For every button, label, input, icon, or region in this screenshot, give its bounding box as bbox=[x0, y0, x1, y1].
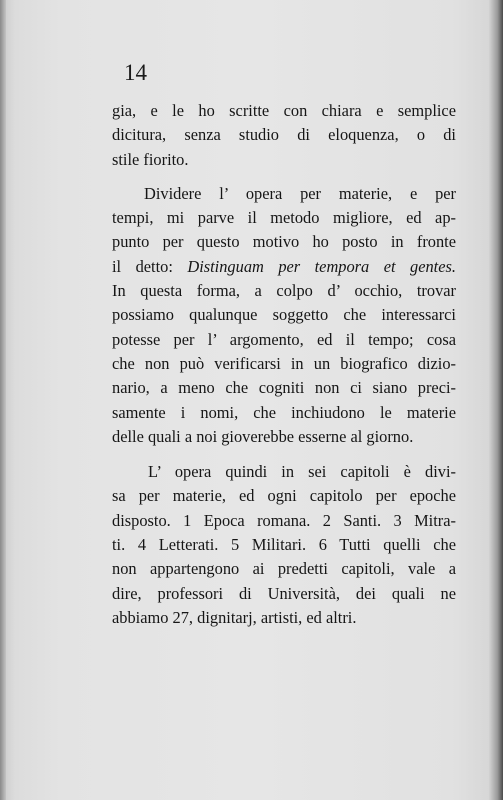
text-line: tempi, mi parve il metodo migliore, ed ap- bbox=[112, 208, 456, 228]
text-line: stile fiorito. bbox=[112, 149, 189, 169]
text-line: punto per questo motivo ho posto in fronte bbox=[112, 232, 456, 252]
text-line: dicitura, senza studio di eloquenza, o di bbox=[112, 125, 456, 145]
page-number: 14 bbox=[124, 60, 147, 85]
text-line: samente i nomi, che inchiudono le materie bbox=[112, 402, 456, 422]
text-line: dire, professori di Università, dei quali ne bbox=[112, 583, 456, 603]
text-line: In questa forma, a colpo d’ occhio, trovar bbox=[112, 281, 456, 301]
text-line: gia, e le ho scritte con chiara e semplice bbox=[112, 101, 456, 120]
text-line: possiamo qualunque soggetto che interessarci bbox=[112, 305, 456, 325]
text-line: ti. 4 Letterati. 5 Militari. 6 Tutti quelli che bbox=[112, 535, 456, 555]
paragraph-1 bbox=[112, 99, 456, 172]
text-line: L’ opera quindi in sei capitoli è divi- bbox=[148, 462, 456, 482]
text-line: potesse per l’ argomento, ed il tempo; cosa bbox=[112, 329, 456, 349]
motto-lead: il detto: bbox=[112, 256, 188, 276]
text-line: nario, a meno che cogniti non ci siano preci- bbox=[112, 378, 456, 398]
page-right-edge bbox=[489, 0, 503, 800]
text-line: sa per materie, ed ogni capitolo per epoche bbox=[112, 486, 456, 506]
text-line: non appartengono ai predetti capitoli, vale a bbox=[112, 559, 456, 579]
body-text bbox=[112, 99, 456, 630]
text-line: disposto. 1 Epoca romana. 2 Santi. 3 Mitra- bbox=[112, 510, 456, 530]
text-line: abbiamo 27, dignitarj, artisti, ed altri. bbox=[112, 607, 357, 627]
text-line: che non può verificarsi in un biografico dizio- bbox=[112, 353, 456, 373]
paragraph-2 bbox=[112, 182, 456, 449]
text-line-with-motto bbox=[112, 255, 456, 279]
text-line: Dividere l’ opera per materie, e per bbox=[144, 183, 456, 203]
page-left-edge bbox=[0, 0, 6, 800]
paragraph-3 bbox=[112, 460, 456, 630]
text-line: delle quali a noi gioverebbe esserne al giorno. bbox=[112, 426, 414, 446]
motto-italic: Distinguam per tempora et gentes. bbox=[187, 256, 456, 276]
